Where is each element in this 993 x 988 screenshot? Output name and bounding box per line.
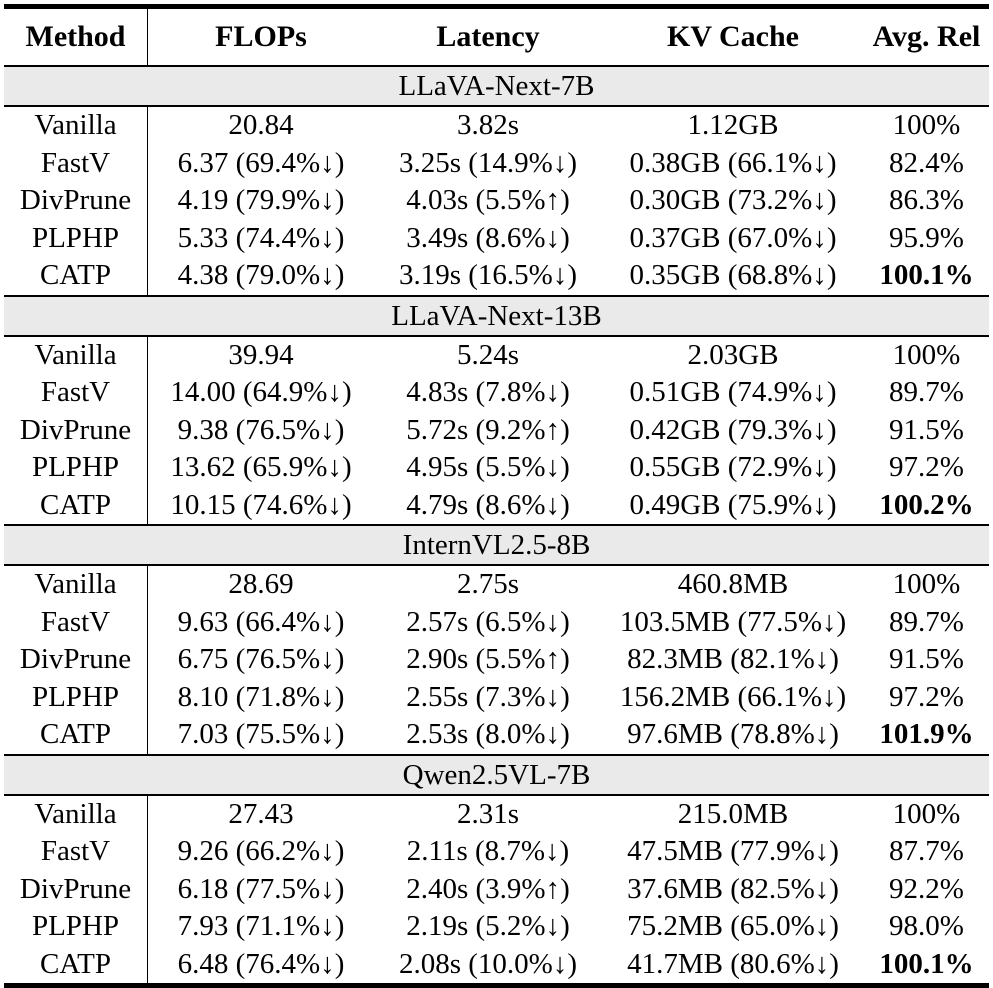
kv-cache-cell: 156.2MB (66.1%↓) [619, 680, 847, 713]
header-latency: Latency [436, 20, 540, 53]
kv-cache-cell: 37.6MB (82.5%↓) [627, 872, 839, 905]
table-row [4, 449, 989, 487]
table-row [4, 871, 989, 909]
table-row [4, 716, 989, 754]
latency-cell: 3.49s (8.6%↓) [406, 221, 570, 254]
latency-cell: 5.24s [456, 338, 520, 371]
latency-cell: 2.75s [456, 568, 520, 600]
avg-rel-cell: 82.4% [889, 146, 964, 179]
kv-cache-cell: 0.37GB (67.0%↓) [629, 221, 837, 254]
flops-cell: 9.63 (66.4%↓) [177, 605, 345, 638]
table-row [4, 337, 989, 375]
header-avg-rel: Avg. Rel [872, 20, 981, 53]
flops-cell: 6.18 (77.5%↓) [177, 872, 345, 905]
kv-cache-cell: 41.7MB (80.6%↓) [627, 947, 839, 980]
flops-cell: 39.94 [228, 338, 294, 371]
method-cell: CATP [4, 946, 148, 984]
kv-cache-cell: 0.49GB (75.9%↓) [629, 488, 837, 521]
method-cell: Vanilla [4, 796, 148, 834]
table-row [4, 796, 989, 834]
flops-cell: 4.19 (79.9%↓) [177, 184, 345, 216]
kv-cache-cell: 0.30GB (73.2%↓) [629, 184, 837, 216]
latency-cell: 2.31s [456, 797, 520, 830]
latency-cell: 2.08s (10.0%↓) [398, 947, 577, 980]
latency-cell: 2.53s (8.0%↓) [406, 718, 570, 750]
flops-cell: 20.84 [228, 109, 294, 141]
avg-rel-cell: 91.5% [889, 643, 964, 675]
method-cell: PLPHP [4, 449, 148, 487]
latency-cell: 2.11s (8.7%↓) [406, 835, 570, 867]
flops-cell: 14.00 (64.9%↓) [170, 376, 352, 408]
method-cell: FastV [4, 145, 148, 183]
table-body [4, 65, 989, 983]
flops-cell: 6.37 (69.4%↓) [177, 146, 345, 179]
method-cell: PLPHP [4, 220, 148, 258]
latency-cell: 2.55s (7.3%↓) [406, 680, 570, 713]
kv-cache-cell: 0.42GB (79.3%↓) [629, 413, 837, 446]
avg-rel-cell: 97.2% [889, 451, 964, 483]
avg-rel-cell: 100.1% [879, 947, 974, 980]
avg-rel-cell: 100.1% [879, 259, 974, 291]
kv-cache-cell: 0.51GB (74.9%↓) [629, 376, 837, 408]
kv-cache-cell: 47.5MB (77.9%↓) [627, 835, 839, 867]
method-cell: DivPrune [4, 871, 148, 909]
header-method: Method [4, 9, 148, 65]
section-title: LLaVA-Next-13B [4, 297, 989, 335]
table-row [4, 833, 989, 871]
avg-rel-cell: 98.0% [889, 910, 964, 942]
table-row [4, 604, 989, 642]
method-cell: DivPrune [4, 182, 148, 220]
kv-cache-cell: 215.0MB [677, 797, 789, 830]
flops-cell: 4.38 (79.0%↓) [177, 259, 345, 291]
header-flops: FLOPs [215, 20, 307, 53]
avg-rel-cell: 100% [892, 568, 961, 600]
flops-cell: 7.93 (71.1%↓) [177, 910, 345, 942]
section-title: InternVL2.5-8B [4, 526, 989, 564]
header-kv-cache: KV Cache [667, 20, 799, 53]
table-row [4, 946, 989, 984]
table-row [4, 412, 989, 450]
kv-cache-cell: 0.38GB (66.1%↓) [629, 146, 837, 179]
latency-cell: 3.19s (16.5%↓) [398, 259, 577, 291]
table-row [4, 679, 989, 717]
kv-cache-cell: 0.55GB (72.9%↓) [629, 451, 837, 483]
flops-cell: 27.43 [228, 797, 294, 830]
flops-cell: 9.38 (76.5%↓) [177, 413, 345, 446]
flops-cell: 10.15 (74.6%↓) [170, 488, 352, 521]
table-row [4, 487, 989, 525]
method-cell: DivPrune [4, 412, 148, 450]
table-row [4, 107, 989, 145]
avg-rel-cell: 100% [892, 338, 961, 371]
kv-cache-cell: 460.8MB [677, 568, 789, 600]
flops-cell: 13.62 (65.9%↓) [170, 451, 352, 483]
latency-cell: 4.79s (8.6%↓) [406, 488, 570, 521]
method-cell: PLPHP [4, 908, 148, 946]
avg-rel-cell: 89.7% [889, 605, 964, 638]
table-row [4, 257, 989, 295]
flops-cell: 28.69 [228, 568, 294, 600]
kv-cache-cell: 2.03GB [687, 338, 779, 371]
avg-rel-cell: 100% [892, 109, 961, 141]
latency-cell: 4.83s (7.8%↓) [406, 376, 570, 408]
method-cell: FastV [4, 604, 148, 642]
avg-rel-cell: 97.2% [889, 680, 964, 713]
table-row [4, 908, 989, 946]
method-cell: CATP [4, 487, 148, 525]
kv-cache-cell: 97.6MB (78.8%↓) [627, 718, 839, 750]
latency-cell: 3.82s [456, 109, 520, 141]
method-cell: DivPrune [4, 641, 148, 679]
method-cell: Vanilla [4, 337, 148, 375]
table-row [4, 566, 989, 604]
kv-cache-cell: 82.3MB (82.1%↓) [627, 643, 839, 675]
header-row [4, 9, 989, 65]
avg-rel-cell: 101.9% [879, 718, 974, 750]
avg-rel-cell: 86.3% [889, 184, 964, 216]
method-cell: CATP [4, 716, 148, 754]
latency-cell: 2.57s (6.5%↓) [406, 605, 570, 638]
latency-cell: 4.95s (5.5%↓) [406, 451, 570, 483]
latency-cell: 2.19s (5.2%↓) [406, 910, 570, 942]
latency-cell: 2.40s (3.9%↑) [406, 872, 570, 905]
table-row [4, 641, 989, 679]
avg-rel-cell: 100% [892, 797, 961, 830]
avg-rel-cell: 87.7% [889, 835, 964, 867]
avg-rel-cell: 95.9% [889, 221, 964, 254]
method-cell: Vanilla [4, 107, 148, 145]
latency-cell: 3.25s (14.9%↓) [398, 146, 577, 179]
table-row [4, 145, 989, 183]
kv-cache-cell: 75.2MB (65.0%↓) [627, 910, 839, 942]
flops-cell: 5.33 (74.4%↓) [177, 221, 345, 254]
avg-rel-cell: 89.7% [889, 376, 964, 408]
method-cell: FastV [4, 374, 148, 412]
latency-cell: 5.72s (9.2%↑) [406, 413, 570, 446]
latency-cell: 2.90s (5.5%↑) [406, 643, 570, 675]
kv-cache-cell: 0.35GB (68.8%↓) [629, 259, 837, 291]
table-row [4, 374, 989, 412]
section-title: Qwen2.5VL-7B [4, 756, 989, 794]
method-cell: Vanilla [4, 566, 148, 604]
flops-cell: 8.10 (71.8%↓) [177, 680, 345, 713]
kv-cache-cell: 1.12GB [687, 109, 779, 141]
kv-cache-cell: 103.5MB (77.5%↓) [619, 605, 847, 638]
table-row [4, 182, 989, 220]
avg-rel-cell: 100.2% [879, 488, 974, 521]
table-row [4, 220, 989, 258]
section-title: LLaVA-Next-7B [4, 67, 989, 105]
flops-cell: 6.75 (76.5%↓) [177, 643, 345, 675]
bottom-rule [4, 983, 989, 988]
latency-cell: 4.03s (5.5%↑) [406, 184, 570, 216]
method-cell: FastV [4, 833, 148, 871]
avg-rel-cell: 92.2% [889, 872, 964, 905]
flops-cell: 9.26 (66.2%↓) [177, 835, 345, 867]
method-cell: PLPHP [4, 679, 148, 717]
flops-cell: 6.48 (76.4%↓) [177, 947, 345, 980]
flops-cell: 7.03 (75.5%↓) [177, 718, 345, 750]
avg-rel-cell: 91.5% [889, 413, 964, 446]
results-table [4, 4, 989, 988]
method-cell: CATP [4, 257, 148, 295]
